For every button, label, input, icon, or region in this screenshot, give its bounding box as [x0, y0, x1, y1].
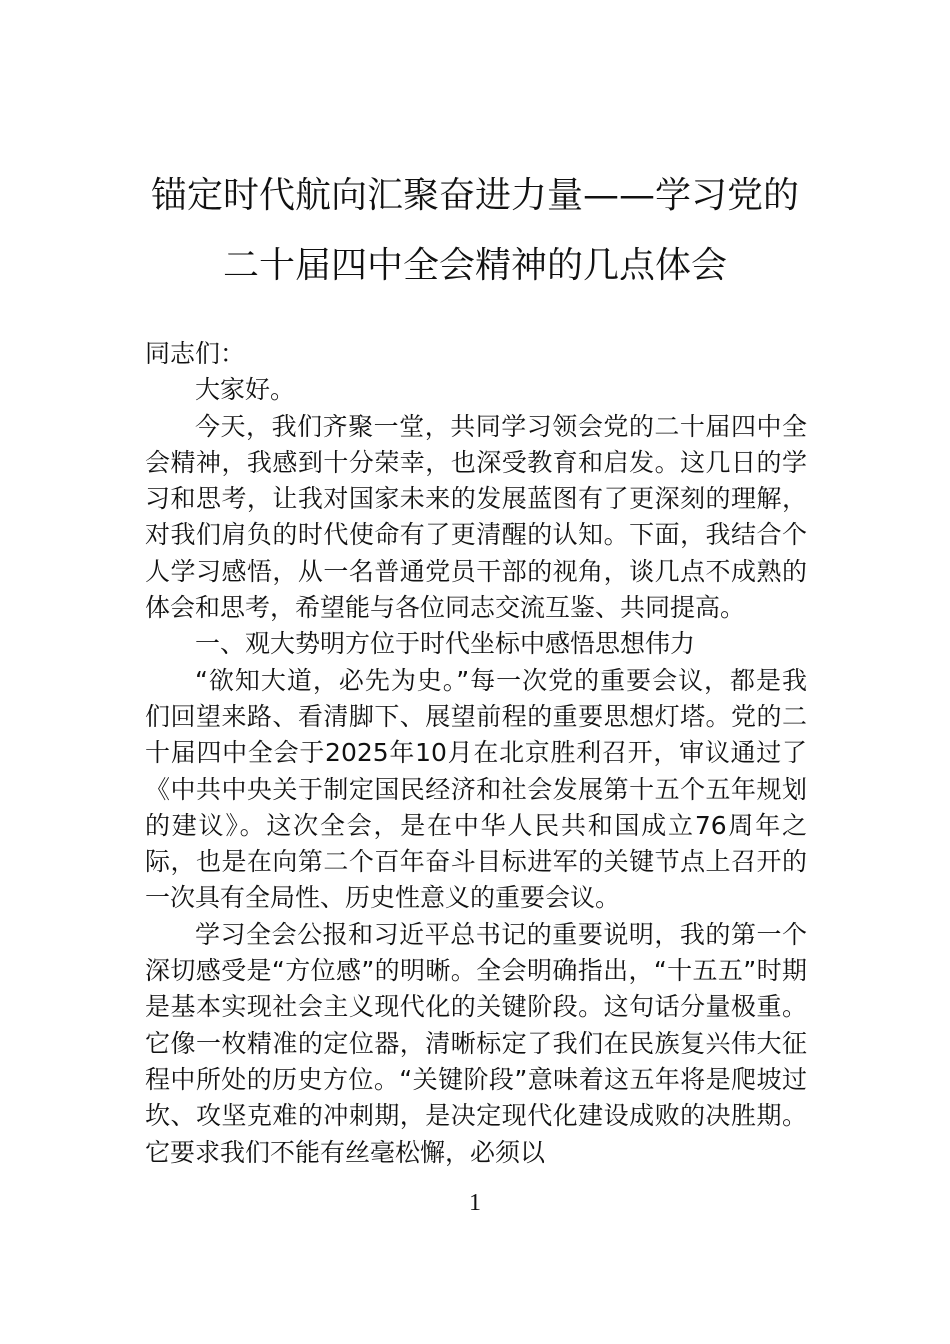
salutation: 同志们：	[145, 339, 246, 368]
paragraph-history: “欲知大道，必先为史。”每一次党的重要会议，都是我们回望来路、看清脚下、展望前程的重要思想灯塔。党的二十届四中全会于2025年10月在北京胜利召开，审议通过了《中共中央关于制定国民经济和社会发展第十五个五年规划的建议》。这次全会，是在中华人民共和国成立76周年之际，也是在向第二个百年奋斗目标进军的关键节点上召开的一次具有全局性、历史性意义的重要会议。	[145, 665, 807, 913]
document-title-line-2: 二十届四中全会精神的几点体会	[222, 245, 727, 286]
document-body	[145, 336, 807, 1171]
section-heading-1: 一、观大势明方位于时代坐标中感悟思想伟力	[195, 629, 696, 659]
document-title-line-1: 锚定时代航向汇聚奋进力量——学习党的	[150, 175, 799, 216]
paragraph-position: 学习全会公报和习近平总书记的重要说明，我的第一个深切感受是“方位感”的明晰。全会明确指出，“十五五”时期是基本实现社会主义现代化的关键阶段。这句话分量极重。它像一枚精准的定位器，清晰标定了我们在民族复兴伟大征程中所处的历史方位。“关键阶段”意味着这五年将是爬坡过坎、攻坚克难的冲刺期，是决定现代化建设成败的决胜期。它要求我们不能有丝毫松懈，必须以	[145, 919, 807, 1167]
paragraph-greeting: 大家好。	[195, 375, 296, 405]
page-number: 1	[469, 1190, 481, 1216]
paragraph-intro: 今天，我们齐聚一堂，共同学习领会党的二十届四中全会精神，我感到十分荣幸，也深受教育和启发。这几日的学习和思考，让我对国家未来的发展蓝图有了更深刻的理解，对我们肩负的时代使命有了更清醒的认知。下面，我结合个人学习感悟，从一名普通党员干部的视角，谈几点不成熟的体会和思考，希望能与各位同志交流互鉴、共同提高。	[145, 411, 807, 623]
